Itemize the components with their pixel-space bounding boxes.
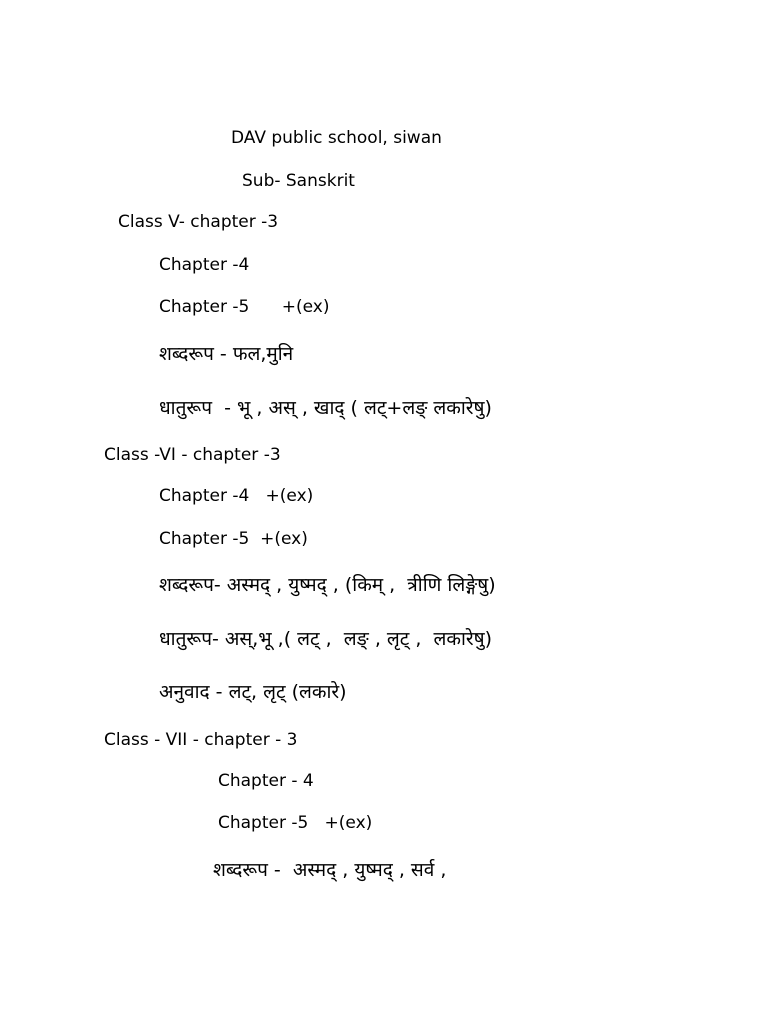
- class-7-chapter-4: Chapter - 4: [218, 771, 314, 791]
- class-6-dhaturoop: धातुरूप- अस्,भू ,( लट् , लङ् , लृट् , लकारेषु): [159, 628, 493, 650]
- class-5-heading: Class V- chapter -3: [118, 212, 279, 232]
- class-6-chapter-4: Chapter -4 +(ex): [159, 486, 314, 506]
- class-7-shabdroop: शब्दरूप - अस्मद् , युष्मद् , सर्व ,: [213, 859, 447, 881]
- class-6-heading: Class -VI - chapter -3: [104, 445, 281, 465]
- class-5-chapter-4: Chapter -4: [159, 255, 250, 275]
- class-5-chapter-5: Chapter -5 +(ex): [159, 297, 330, 317]
- school-name: DAV public school, siwan: [231, 128, 442, 148]
- class-6-anuvad: अनुवाद - लट्, लृट् (लकारे): [159, 681, 347, 703]
- class-6-shabdroop: शब्दरूप- अस्मद् , युष्मद् , (किम् , त्रीणि लिङ्गेषु): [159, 574, 496, 596]
- class-7-chapter-5: Chapter -5 +(ex): [218, 813, 373, 833]
- class-5-dhaturoop: धातुरूप - भू , अस् , खाद् ( लट्+लङ् लकारेषु): [159, 397, 492, 419]
- subject-title: Sub- Sanskrit: [242, 171, 355, 191]
- class-7-heading: Class - VII - chapter - 3: [104, 730, 298, 750]
- class-5-shabdroop: शब्दरूप - फल,मुनि: [159, 343, 294, 365]
- class-6-chapter-5: Chapter -5 +(ex): [159, 529, 308, 549]
